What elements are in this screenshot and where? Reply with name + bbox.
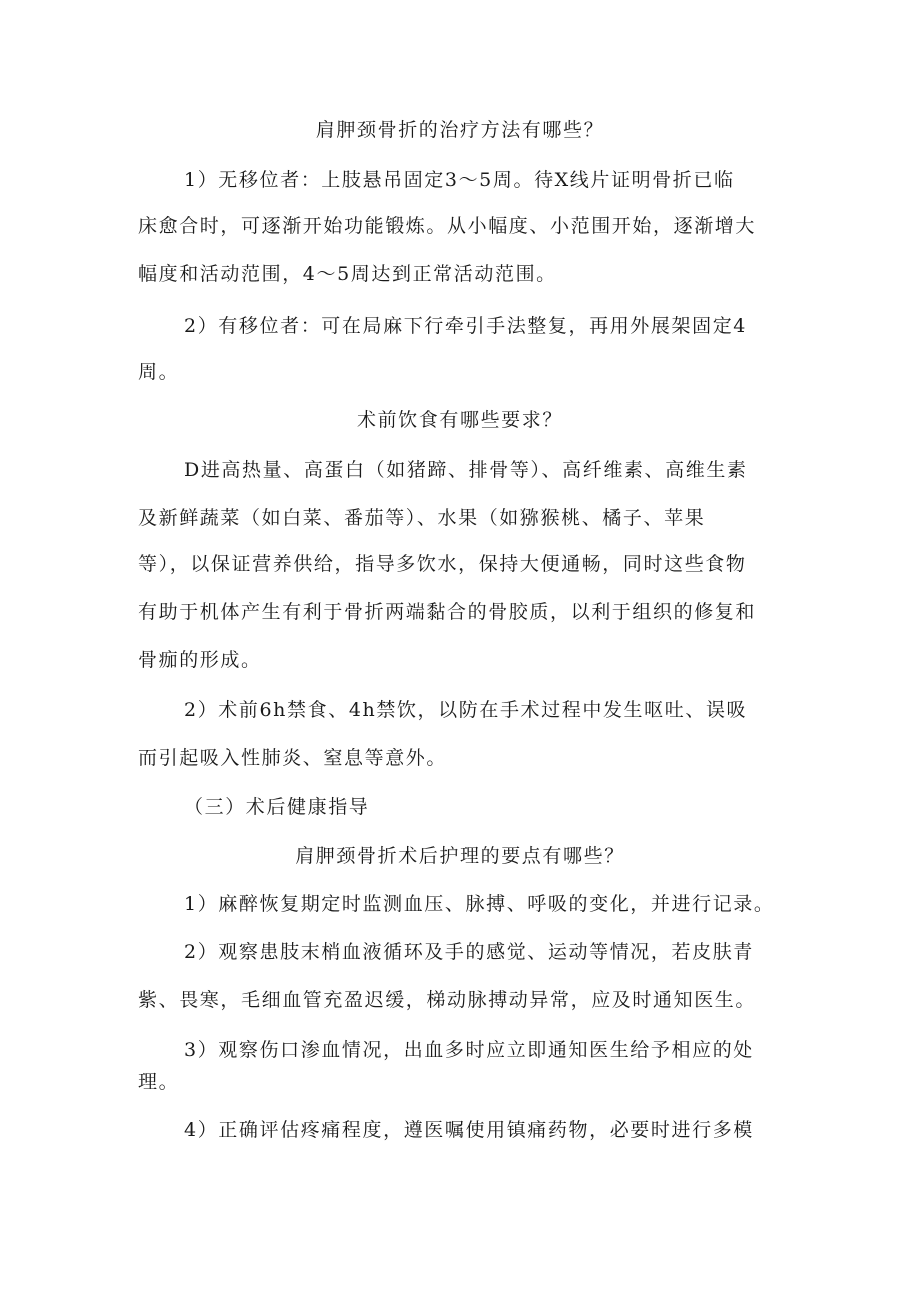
list-item: 1）麻醉恢复期定时监测血压、脉搏、呼吸的变化，并进行记录。	[184, 893, 775, 915]
paragraph-line: 1）无移位者：上肢悬吊固定3～5周。待X线片证明骨折已临	[184, 169, 735, 191]
section-heading: （三）术后健康指导	[184, 796, 370, 818]
paragraph-line: 周。	[138, 361, 180, 383]
paragraph-line: 幅度和活动范围，4～5周达到正常活动范围。	[138, 263, 557, 285]
list-item: 4）正确评估疼痛程度，遵医嘱使用镇痛药物，必要时进行多模	[184, 1119, 754, 1141]
paragraph-line: 2）术前6h禁食、4h禁饮，以防在手术过程中发生呕吐、误吸	[184, 699, 748, 721]
question-title-diet: 术前饮食有哪些要求？	[356, 409, 563, 431]
question-title-treatment: 肩胛颈骨折的治疗方法有哪些？	[315, 119, 605, 141]
paragraph-line: 等），以保证营养供给，指导多饮水，保持大便通畅，同时这些食物	[138, 553, 747, 575]
list-item: 3）观察伤口渗血情况，出血多时应立即通知医生给予相应的处	[184, 1039, 754, 1061]
paragraph-line: D进高热量、高蛋白（如猪蹄、排骨等）、高纤维素、高维生素	[184, 459, 748, 481]
paragraph-line: 床愈合时，可逐渐开始功能锻炼。从小幅度、小范围开始，逐渐增大	[138, 215, 757, 237]
paragraph-line: 骨痂的形成。	[138, 649, 262, 671]
paragraph-line: 及新鲜蔬菜（如白菜、番茄等）、水果（如猕猴桃、橘子、苹果	[138, 507, 706, 529]
list-item: 2）观察患肢末梢血液循环及手的感觉、运动等情况，若皮肤青	[184, 941, 754, 963]
paragraph-line: 紫、畏寒，毛细血管充盈迟缓，梯动脉搏动异常，应及时通知医生。	[138, 989, 757, 1011]
paragraph-line: 有助于机体产生有利于骨折两端黏合的骨胶质，以利于组织的修复和	[138, 601, 757, 623]
paragraph-line: 2）有移位者：可在局麻下行牵引手法整复，再用外展架固定4	[184, 315, 747, 337]
question-title-postop: 肩胛颈骨折术后护理的要点有哪些？	[295, 845, 625, 867]
paragraph-line: 理。	[138, 1071, 180, 1093]
paragraph-line: 而引起吸入性肺炎、窒息等意外。	[138, 747, 448, 769]
